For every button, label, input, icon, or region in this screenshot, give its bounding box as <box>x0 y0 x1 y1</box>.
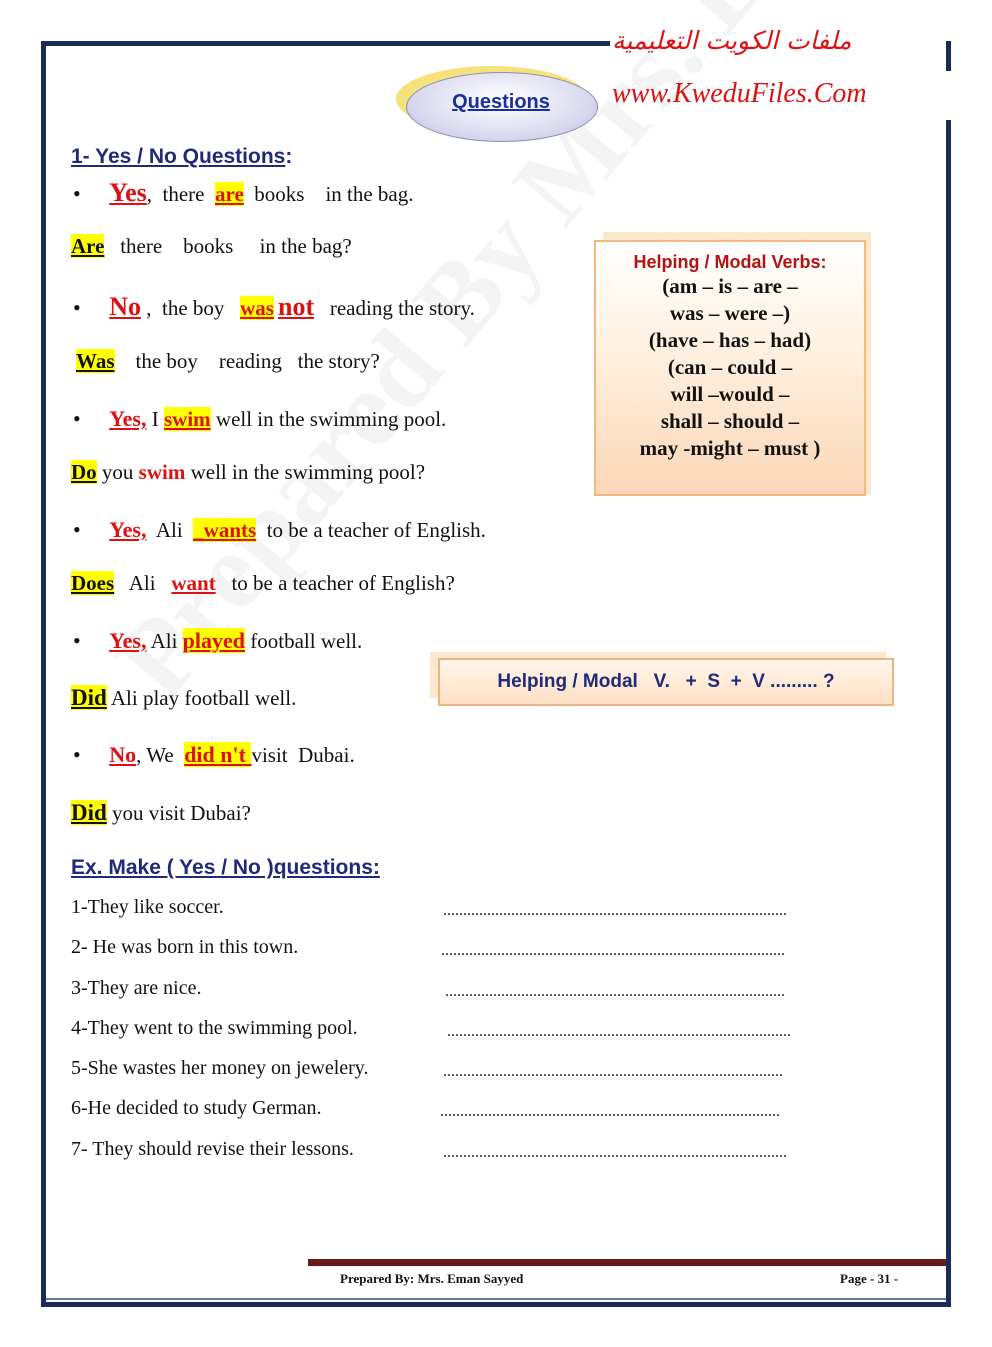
example-sentence-4 <box>73 517 486 543</box>
text: I <box>146 407 164 431</box>
aux-verb: Are <box>71 234 105 258</box>
helping-box-line: may -might – must ) <box>639 436 821 460</box>
brand-url: www.KweduFiles.Com <box>612 78 867 109</box>
question-sentence-3 <box>71 460 425 485</box>
aux-verb: Did <box>71 800 107 825</box>
exercise-item-4: 4-They went to the swimming pool. <box>71 1017 358 1039</box>
example-sentence-6 <box>73 742 355 768</box>
bullet: • <box>73 181 81 206</box>
text: well in the swimming pool. <box>210 407 447 431</box>
page-frame-bottom-inner <box>46 1298 946 1300</box>
answer-line-5[interactable]: ..................................................................................... <box>443 1063 783 1080</box>
text: , We <box>136 743 185 767</box>
main-verb: want <box>171 571 216 595</box>
page-frame-right <box>946 120 951 1307</box>
footer-prepared-by: Prepared By: Mrs. Eman Sayyed <box>340 1271 524 1286</box>
text: , the boy <box>140 296 241 320</box>
question-sentence-2 <box>76 349 380 374</box>
verb-highlight: was <box>240 296 274 320</box>
aux-verb: Do <box>71 460 97 484</box>
question-sentence-5 <box>71 685 296 711</box>
example-sentence-2 <box>73 292 475 322</box>
aux-verb: Did <box>71 685 107 710</box>
footer-page-number: Page - 31 - <box>840 1271 899 1286</box>
verb-highlight: played <box>182 628 246 653</box>
brand-arabic-title: ملفات الكويت التعليمية <box>612 26 852 55</box>
example-sentence-3 <box>73 406 446 432</box>
answer-line-1[interactable]: ...................................................................................... <box>443 902 787 919</box>
negation-not: not <box>277 292 315 321</box>
formula-text: Helping / Modal V. + S + V ......... ? <box>497 671 835 692</box>
text: reading the story. <box>314 296 475 320</box>
question-sentence-6 <box>71 800 251 826</box>
section-heading <box>71 145 292 169</box>
helping-box-line: shall – should – <box>660 409 800 433</box>
text: you visit Dubai? <box>106 801 251 825</box>
page-title: Questions <box>452 91 550 113</box>
question-sentence-4 <box>71 571 455 596</box>
answer-line-7[interactable]: ...................................................................................... <box>443 1144 787 1161</box>
text: Ali <box>146 629 183 653</box>
bullet: • <box>73 628 81 653</box>
helping-box-line: (can – could – <box>667 355 793 379</box>
helping-box-line: was – were –) <box>669 301 791 325</box>
exercise-item-7: 7- They should revise their lessons. <box>71 1138 354 1160</box>
aux-verb: Was <box>76 349 115 373</box>
example-sentence-5 <box>73 628 362 654</box>
helping-verbs-box <box>594 240 866 496</box>
answer-line-3[interactable]: ..................................................................................... <box>445 983 785 1000</box>
answer-yes: Yes, <box>109 517 147 542</box>
answer-line-6[interactable]: ..................................................................................... <box>440 1103 780 1120</box>
aux-verb: Does <box>71 571 115 595</box>
text: the boy reading the story? <box>114 349 380 373</box>
exercise-heading-text: Ex. Make ( Yes / No )questions: <box>71 856 380 879</box>
text: well in the swimming pool? <box>185 460 426 484</box>
helping-box-title: Helping / Modal Verbs: <box>633 252 827 272</box>
answer-line-4[interactable]: ...................................................................................... <box>447 1023 791 1040</box>
formula-box <box>438 658 894 706</box>
answer-yes: Yes, <box>109 406 147 431</box>
page-frame-left <box>41 41 46 1307</box>
page-frame-top <box>42 41 610 46</box>
bullet: • <box>73 406 81 431</box>
page-frame-top-right <box>946 41 951 71</box>
exercise-item-2: 2- He was born in this town. <box>71 936 299 958</box>
answer-yes: Yes, <box>109 628 147 653</box>
footer-bar <box>308 1259 946 1266</box>
helping-box-line: will –would – <box>670 382 790 406</box>
verb-highlight: swim <box>163 407 211 431</box>
answer-yes: Yes <box>109 178 147 207</box>
text: there books in the bag? <box>104 234 352 258</box>
text: Ali <box>146 518 194 542</box>
text: football well. <box>245 629 363 653</box>
answer-line-2[interactable]: ...................................................................................... <box>441 942 785 959</box>
verb-highlight: _wants <box>193 518 257 542</box>
section-heading-colon: : <box>285 145 293 168</box>
text: visit Dubai. <box>251 743 355 767</box>
answer-no: No <box>109 742 137 767</box>
text: to be a teacher of English? <box>215 571 455 595</box>
section-heading-text: 1- Yes / No Questions <box>71 145 286 168</box>
exercise-heading <box>71 856 380 880</box>
text: to be a teacher of English. <box>256 518 486 542</box>
example-sentence-1 <box>73 178 414 208</box>
text: , there <box>146 182 215 206</box>
helping-box-line: (am – is – are – <box>662 274 798 298</box>
text: Ali play football well. <box>106 686 297 710</box>
verb-highlight: did n't <box>184 742 252 767</box>
verb-highlight: are <box>215 182 244 206</box>
text: you <box>96 460 139 484</box>
main-verb: swim <box>138 460 186 484</box>
exercise-item-3: 3-They are nice. <box>71 977 202 999</box>
bullet: • <box>73 517 81 542</box>
answer-no: No <box>109 292 141 321</box>
exercise-item-1: 1-They like soccer. <box>71 896 224 918</box>
exercise-item-6: 6-He decided to study German. <box>71 1097 322 1119</box>
bullet: • <box>73 295 81 320</box>
exercise-item-5: 5-She wastes her money on jewelery. <box>71 1057 369 1079</box>
bullet: • <box>73 742 81 767</box>
helping-box-line: (have – has – had) <box>648 328 812 352</box>
question-sentence-1 <box>71 234 352 259</box>
text: books in the bag. <box>243 182 414 206</box>
page-frame-bottom <box>41 1302 951 1307</box>
text: Ali <box>114 571 172 595</box>
